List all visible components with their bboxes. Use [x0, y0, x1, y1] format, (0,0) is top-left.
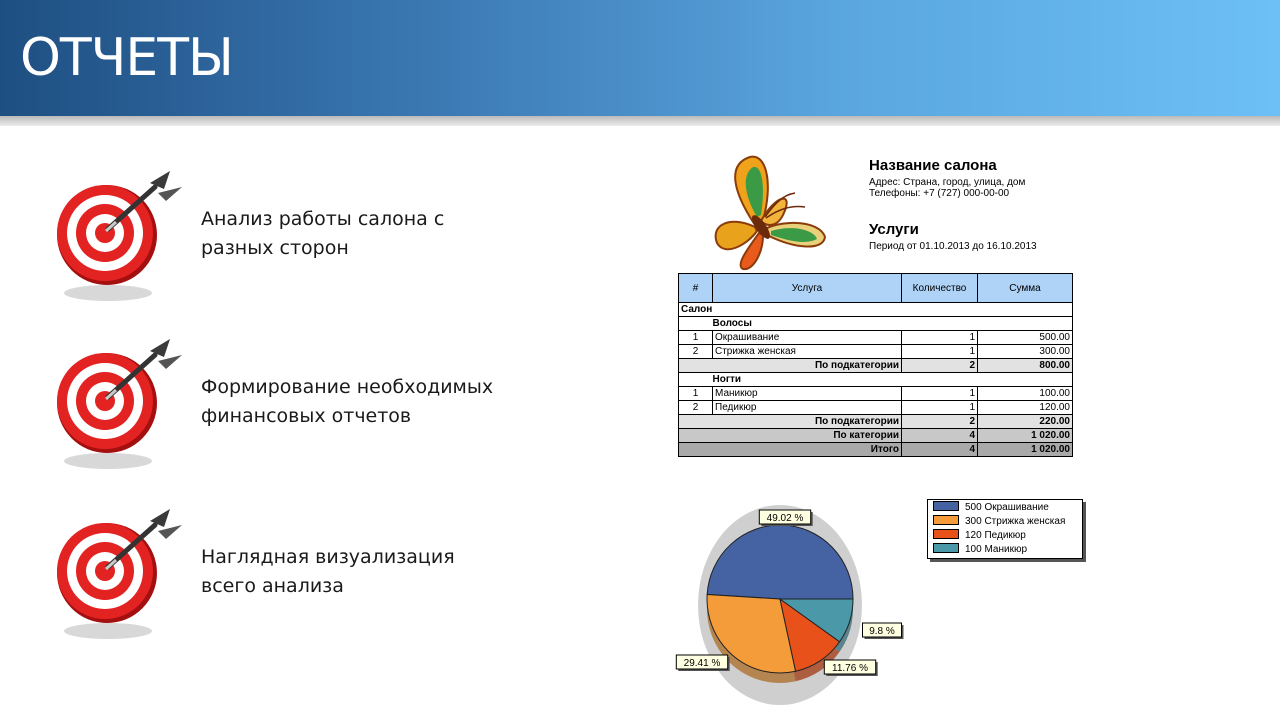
feature-item [50, 333, 570, 473]
report-title: Услуги [869, 221, 919, 238]
column-header: Количество [902, 274, 978, 303]
legend-item: 100 Маникюр [933, 544, 1027, 556]
header-divider [0, 116, 1280, 126]
subtotal-row: По подкатегории 2 220.00 [679, 415, 1073, 429]
legend-swatch [933, 529, 959, 539]
legend-swatch [933, 515, 959, 525]
legend-item: 120 Педикюр [933, 530, 1026, 542]
butterfly-logo [705, 155, 830, 273]
target-dart-icon [50, 333, 190, 473]
pie-percent-text: 29.41 % [683, 658, 721, 669]
target-dart-icon [50, 503, 190, 643]
column-header: Сумма [978, 274, 1073, 303]
pie-percent-label [863, 623, 904, 639]
feature-text: Формирование необходимых финансовых отчетов [201, 376, 494, 427]
salon-phones: Телефоны: +7 (727) 000-00-00 [869, 188, 1010, 199]
services-report-table [678, 273, 1073, 457]
category-row: Волосы [679, 317, 1073, 331]
legend-swatch [933, 501, 959, 511]
table-row: 2 Педикюр 1 120.00 [679, 401, 1073, 415]
report-period: Период от 01.10.2013 до 16.10.2013 [869, 241, 1037, 252]
pie-percent-text: 49.02 % [766, 513, 804, 524]
column-header: Услуга [713, 274, 902, 303]
pie-percent-text: 9.8 % [869, 626, 895, 637]
feature-item [50, 165, 570, 305]
pie-chart [670, 495, 910, 715]
table-header-row [679, 274, 1073, 303]
pie-percent-label [824, 660, 877, 676]
category-row: Ногти [679, 373, 1073, 387]
category-total-row: По категории 4 1 020.00 [679, 429, 1073, 443]
column-header: # [679, 274, 713, 303]
chart-legend [927, 499, 1083, 559]
feature-text: Анализ работы салона с разных сторон [201, 208, 445, 259]
pie-percent-text: 11.76 % [832, 663, 868, 674]
legend-swatch [933, 543, 959, 553]
target-dart-icon [50, 165, 190, 305]
feature-item [50, 503, 570, 643]
legend-item: 300 Стрижка женская [933, 516, 1065, 528]
feature-text: Наглядная визуализация всего анализа [201, 546, 455, 597]
subtotal-row: По подкатегории 2 800.00 [679, 359, 1073, 373]
group-row: Салон [679, 303, 1073, 317]
pie-percent-label [759, 510, 812, 526]
salon-name: Название салона [869, 157, 997, 174]
page-title: ОТЧЕТЫ [20, 28, 233, 88]
legend-item: 500 Окрашивание [933, 502, 1049, 514]
table-row: 1 Маникюр 1 100.00 [679, 387, 1073, 401]
salon-address: Адрес: Страна, город, улица, дом [869, 177, 1026, 188]
table-row: 1 Окрашивание 1 500.00 [679, 331, 1073, 345]
grand-total-row: Итого 4 1 020.00 [679, 443, 1073, 457]
pie-percent-label [676, 655, 729, 671]
table-row: 2 Стрижка женская 1 300.00 [679, 345, 1073, 359]
